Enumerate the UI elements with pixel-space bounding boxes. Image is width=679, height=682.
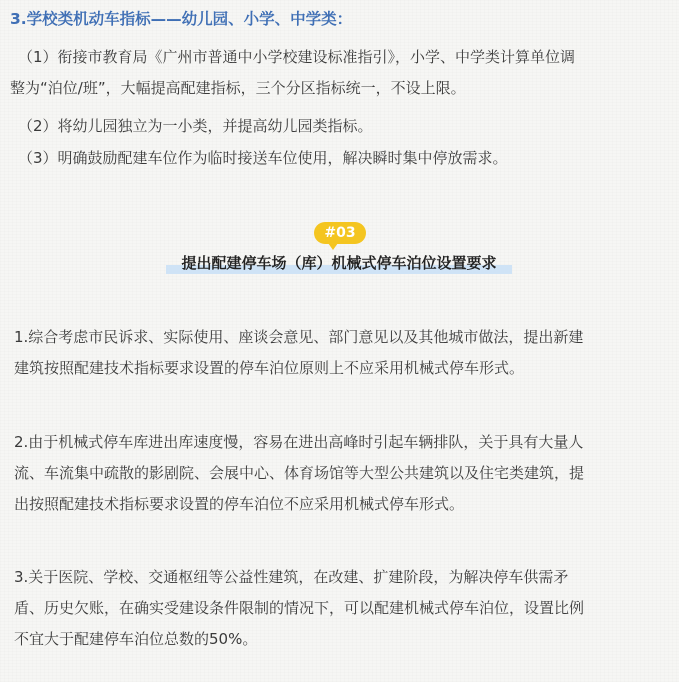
paragraph-3-line-2: 盾、历史欠账，在确实受建设条件限制的情况下，可以配建机械式停车泊位，设置比例	[14, 599, 585, 617]
list-item-1-line-2: 整为“泊位/班”，大幅提高配建指标，三个分区指标统一，不设上限。	[10, 79, 466, 97]
list-item-2: （2）将幼儿园独立为一小类，并提高幼儿园类指标。	[18, 117, 373, 135]
section-title	[166, 252, 512, 274]
section-heading: 3.学校类机动车指标——幼儿园、小学、中学类：	[10, 10, 353, 28]
paragraph-2-line-1: 2.由于机械式停车库进出库速度慢，容易在进出高峰时引起车辆排队，关于具有大量人	[14, 433, 584, 451]
section-title-text: 提出配建停车场（库）机械式停车泊位设置要求	[181, 254, 497, 272]
list-item-1	[10, 42, 673, 104]
paragraph-1-line-1: 1.综合考虑市民诉求、实际使用、座谈会意见、部门意见以及其他城市做法，提出新建	[14, 328, 584, 346]
paragraph-2-line-3: 出按照配建技术指标要求设置的停车泊位不应采用机械式停车形式。	[14, 495, 465, 513]
paragraph-3	[14, 562, 664, 655]
section-number-badge: #03	[314, 222, 366, 244]
paragraph-3-line-1: 3.关于医院、学校、交通枢纽等公益性建筑，在改建、扩建阶段，为解决停车供需矛	[14, 568, 569, 586]
list-item-1-line-1: （1）衔接市教育局《广州市普通中小学校建设标准指引》，小学、中学类计算单位调	[18, 48, 576, 66]
paragraph-3-line-3: 不宜大于配建停车泊位总数的50%。	[14, 630, 258, 648]
paragraph-2	[14, 427, 664, 520]
paragraph-2-line-2: 流、车流集中疏散的影剧院、会展中心、体育场馆等大型公共建筑以及住宅类建筑，提	[14, 464, 585, 482]
paragraph-1-line-2: 建筑按照配建技术指标要求设置的停车泊位原则上不应采用机械式停车形式。	[14, 359, 525, 377]
paragraph-1	[14, 322, 664, 384]
list-item-3: （3）明确鼓励配建车位作为临时接送车位使用，解决瞬时集中停放需求。	[18, 149, 508, 167]
